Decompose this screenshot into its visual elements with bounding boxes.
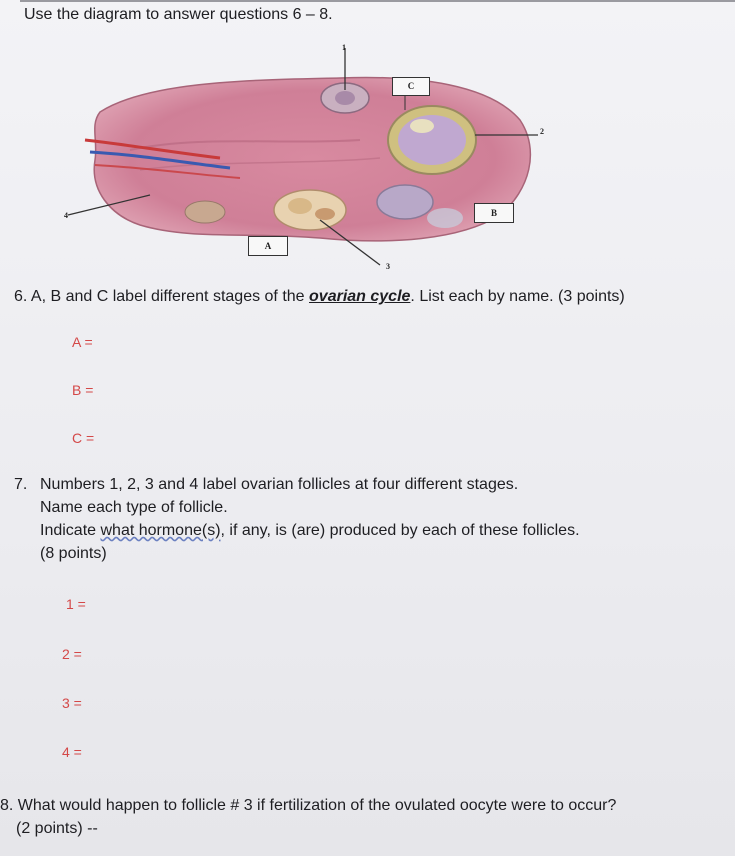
- answer-3: 3 =: [62, 695, 82, 711]
- question-6-number: 6.: [14, 288, 28, 305]
- answer-b: B =: [72, 382, 94, 398]
- answer-c: C =: [72, 430, 95, 446]
- question-7-line-3-after: , if any, is (are) produced by each of these follicles.: [220, 522, 580, 539]
- question-7-line-2: Name each type of follicle.: [40, 499, 228, 516]
- label-b-box: B: [474, 203, 514, 223]
- label-a-box: A: [248, 236, 288, 256]
- number-2: 2: [540, 127, 544, 136]
- answer-2: 2 =: [62, 646, 82, 662]
- question-7-line-4: (8 points): [40, 545, 107, 562]
- question-7-number: 7.: [14, 476, 28, 493]
- number-1: 1: [342, 43, 346, 52]
- question-7-line-1: Numbers 1, 2, 3 and 4 label ovarian follicles at four different stages.: [40, 476, 519, 493]
- worksheet-header: Use the diagram to answer questions 6 – 8.: [24, 6, 333, 23]
- question-8-line-2: (2 points) --: [16, 820, 98, 837]
- follicle-ruptured: [377, 185, 433, 219]
- question-6-text-after: . List each by name. (3 points): [410, 288, 625, 305]
- number-4: 4: [64, 211, 68, 220]
- ovary-diagram: [60, 40, 580, 280]
- question-7-line-3: [40, 522, 580, 540]
- label-c-box: C: [392, 77, 430, 96]
- question-8-line-1: 8. What would happen to follicle # 3 if fertilization of the ovulated oocyte were to occur?: [0, 797, 617, 814]
- answer-4: 4 =: [62, 744, 82, 760]
- question-6: [14, 288, 625, 306]
- number-3: 3: [386, 262, 390, 271]
- question-6-emphasis: ovarian cycle: [309, 288, 411, 305]
- answer-a: A =: [72, 334, 93, 350]
- question-6-text-before: A, B and C label different stages of the: [30, 288, 310, 305]
- answer-1: 1 =: [66, 596, 86, 612]
- top-rule: [20, 0, 735, 2]
- question-7-line-3-before: Indicate: [40, 522, 101, 539]
- question-7-squiggle: what hormone(s): [100, 522, 221, 539]
